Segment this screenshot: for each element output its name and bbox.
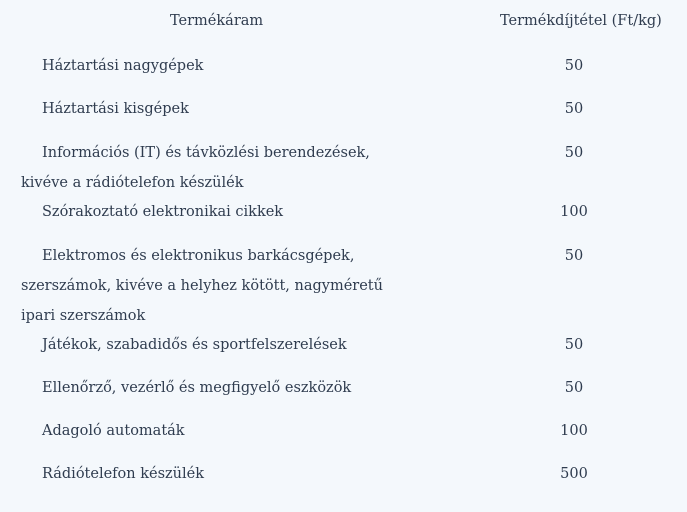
fee-value: 100 [560, 423, 588, 439]
product-name: Szórakoztató elektronikai cikkek [42, 204, 284, 220]
fee-value: 50 [564, 337, 584, 353]
product-name: Játékok, szabadidős és sportfelszerelések [42, 337, 347, 353]
fee-value: 50 [564, 248, 584, 264]
header-fee-rate: Termékdíjtétel (Ft/kg) [500, 13, 662, 29]
fee-value: 50 [564, 145, 584, 161]
product-name: Elektromos és elektronikus barkácsgépek, szerszámok, kivéve a helyhez kötött, nagyméretű ipari szerszámok [21, 248, 383, 324]
fee-value: 50 [564, 380, 584, 396]
header-product-stream: Termékáram [170, 13, 264, 29]
fee-value: 100 [560, 204, 588, 220]
fee-value: 50 [564, 101, 584, 117]
product-name: Ellenőrző, vezérlő és megfigyelő eszközök [42, 380, 352, 396]
fee-value: 500 [560, 466, 588, 482]
product-name: Információs (IT) és távközlési berendezések, kivéve a rádiótelefon készülék [21, 145, 370, 191]
fee-value: 50 [564, 58, 584, 74]
product-name: Rádiótelefon készülék [42, 466, 205, 482]
product-name: Háztartási kisgépek [42, 101, 189, 117]
product-name: Adagoló automaták [42, 423, 185, 439]
product-name: Háztartási nagygépek [42, 58, 204, 74]
